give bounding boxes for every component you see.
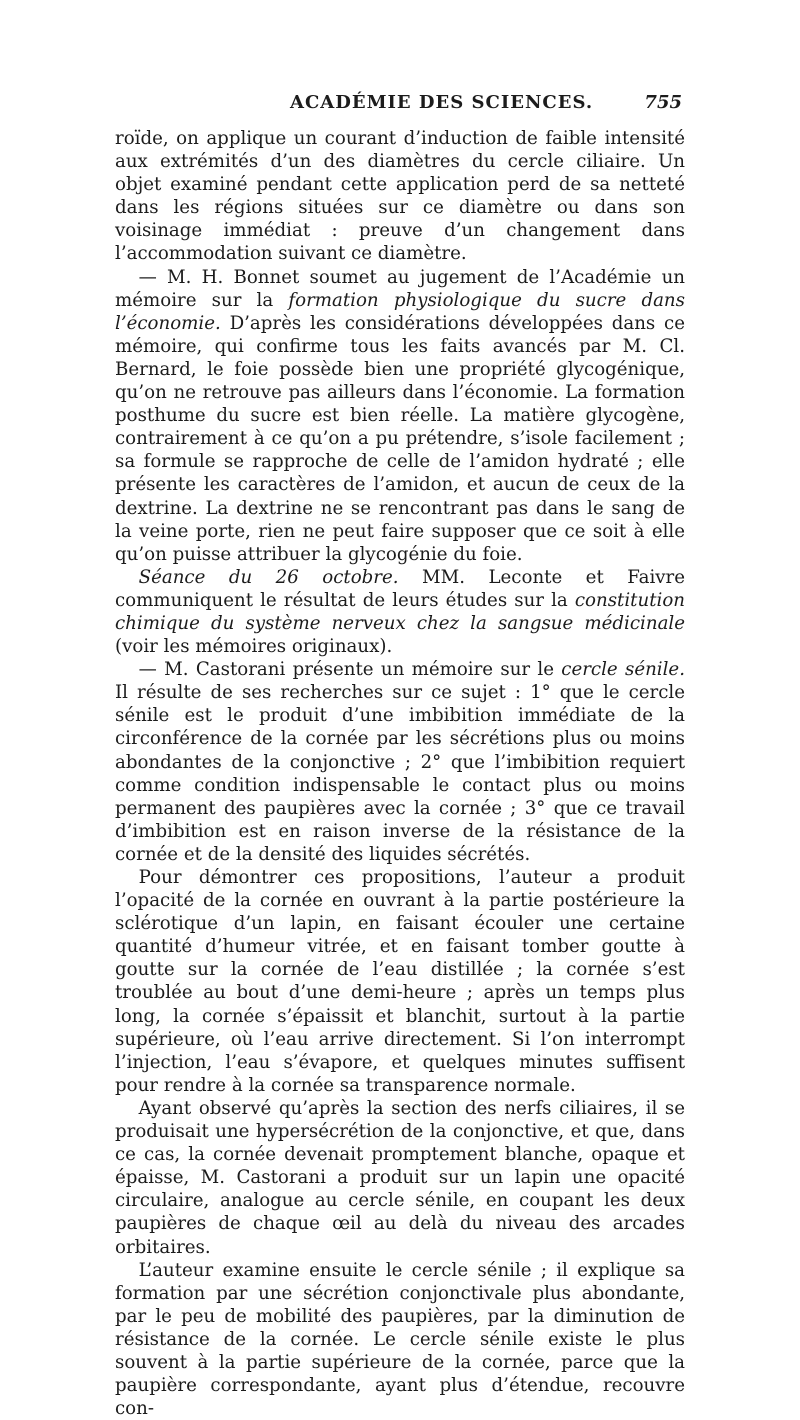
castorani-lead: — M. Castorani présente un mémoire sur le xyxy=(138,659,562,681)
paragraph-demonstration: Pour démontrer ces propositions, l’auteur a produit l’opacité de la cornée en ouvrant à la partie postérieure la sclérotique d’un lapin, en faisant écouler une certaine quantité d’humeur vitrée, et en faisant tomber goutte à goutte sur la cornée de l’eau distillée ; la cornée s’est troublée au bout d’une demi-heure ; après un temps plus long, la cornée s’épaissit et blanchit, surtout à la partie supérieure, où l’eau arrive directement. Si l’on interrompt l’injection, l’eau s’évapore, et quelques minutes suffisent pour rendre à la cornée sa transparence normale. xyxy=(115,867,685,1096)
running-title: ACADÉMIE DES SCIENCES. xyxy=(290,92,594,113)
paragraph-observation: Ayant observé qu’après la section des nerfs ciliaires, il se produisait une hypersécrétion de la conjonctive, et que, dans ce cas, la cornée devenait promptement blanche, opaque et épaisse, M. Castorani a produit sur un lapin une opacité circulaire, analogue au cercle sénile, en coupant les deux paupières de chaque œil au delà du niveau des arcades orbitaires. xyxy=(115,1097,685,1258)
page-header xyxy=(115,92,682,120)
session-date: Séance du 26 octobre. xyxy=(138,566,399,588)
bonnet-memoir-title: formation physiologique du sucre dans l’économie. xyxy=(115,289,685,334)
bonnet-text: D’après les considérations développées dans ce mémoire, qui confirme tous les faits avancés par M. Cl. Bernard, le foie possède bien une propriété glycogénique, qu’on ne retrouve pas ailleurs dans l’économie. La formation posthume du sucre est bien réelle. La matière glycogène, contrairement à ce qu’on a pu prétendre, s’isole facilement ; sa formule se rapproche de celle de l’amidon hydraté ; elle présente les caractères de l’amidon, et aucun de ceux de la dextrine. La dextrine ne se rencontrant pas dans le sang de la veine porte, rien ne peut faire supposer que ce soit à elle qu’on puisse attribuer la glycogénie du foie. xyxy=(115,312,685,565)
paragraph-castorani xyxy=(115,658,685,866)
session-text: MM. Leconte et Faivre communiquent le résultat de leurs études sur la xyxy=(115,566,685,611)
castorani-text: Il résulte de ses recherches sur ce sujet : 1° que le cercle sénile est le produit d’une imbibition immédiate de la circonférence de la cornée par les sécrétions plus ou moins abondantes de la conjonctive ; 2° que l’imbibition requiert comme condition indispensable le contact plus ou moins permanent des paupières avec la cornée ; 3° que ce travail d’imbibition est en raison inverse de la résistance de la cornée et de la densité des liquides sécrétés. xyxy=(115,682,685,865)
paragraph-session xyxy=(115,566,685,658)
bonnet-lead: — M. H. Bonnet soumet au jugement de l’Académie un mémoire sur la xyxy=(115,266,685,311)
page-number: 755 xyxy=(644,92,682,113)
session-end: (voir les mémoires originaux). xyxy=(115,636,393,658)
body-text xyxy=(115,127,685,1420)
paragraph-accommodation: roïde, on applique un courant d’induction de faible intensité aux extrémités d’un des diamètres du cercle ciliaire. Un objet examiné pendant cette application perd de sa netteté dans les régions situées sur ce diamètre ou dans son voisinage immédiat : preuve d’un changement dans l’accommodation suivant ce diamètre. xyxy=(115,128,685,265)
paragraph-bonnet xyxy=(115,266,685,566)
paragraph-senile-circle: L’auteur examine ensuite le cercle sénile ; il explique sa formation par une sécrétion conjonctivale plus abondante, par le peu de mobilité des paupières, par la diminution de résistance de la cornée. Le cercle sénile existe le plus souvent à la partie supérieure de la cornée, parce que la paupière correspondante, ayant plus d’étendue, recouvre con- xyxy=(115,1259,685,1420)
castorani-memoir-title: cercle sénile. xyxy=(561,659,685,681)
leconte-faivre-title: constitution chimique du système nerveux chez la sangsue médicinale xyxy=(115,589,685,634)
